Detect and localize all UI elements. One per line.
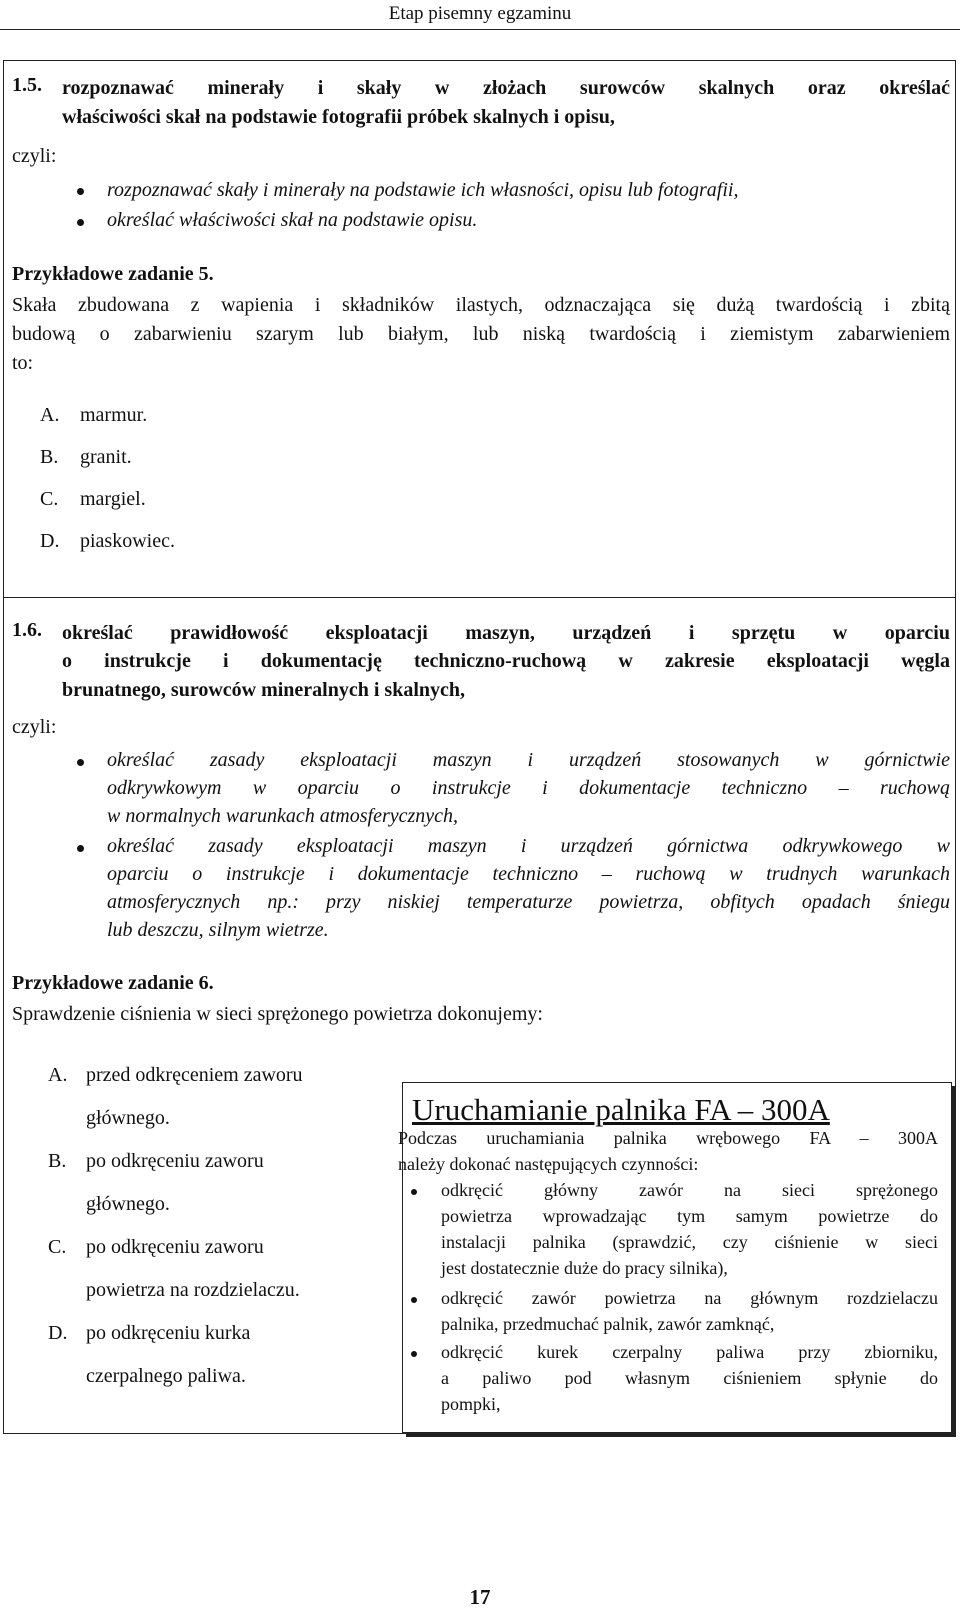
info-box-bullet-3-line-1: odkręcić kurek czerpalny paliwa przy zbiorniku, [441,1342,938,1362]
example-5-option-b [40,446,132,469]
section-1-5-bullet-1: rozpoznawać skały i minerały na podstawie ich własności, opisu lub fotografii, [107,179,739,201]
bullet-dot-icon [77,845,84,852]
section-1-5-bullet-2: określać właściwości skał na podstawie opisu. [107,209,478,231]
section-1-6-heading-line-1: określać prawidłowość eksploatacji maszyn, urządzeń i sprzętu w oparciu [62,622,950,644]
section-1-6-bullet-1-line-2: odkrywkowym w oparciu o instrukcje i dokumentacje techniczno – ruchową [107,777,950,799]
example-6-option-c [48,1226,300,1312]
example-6-option-a [48,1054,303,1140]
section-1-6-bullet-2-line-4: lub deszczu, silnym wietrze. [107,919,329,941]
option-letter: D. [48,1322,68,1344]
option-letter: A. [40,404,60,426]
info-box-intro-line-2: należy dokonać następujących czynności: [398,1154,699,1174]
option-text: piaskowiec. [80,530,175,552]
info-box [398,1082,952,1433]
bullet-dot-icon [77,219,84,226]
example-5-question-line-2: budową o zabarwieniu szarym lub białym, lub niską twardością i ziemistym zabarwieniem [12,323,950,345]
option-line-1: po odkręceniu zaworu [86,1150,264,1172]
example-5-title: Przykładowe zadanie 5. [12,263,214,285]
option-text: marmur. [80,404,148,426]
example-5-question-line-3: to: [12,352,34,374]
section-1-6-bullet-1-line-1: określać zasady eksploatacji maszyn i urządzeń stosowanych w górnictwie [107,749,950,771]
option-line-2: głównego. [86,1193,170,1215]
option-letter: C. [48,1236,67,1258]
option-letter: A. [48,1064,68,1086]
section-1-6-czyli: czyli: [12,716,57,738]
section-1-6-bullet-2-line-1: określać zasady eksploatacji maszyn i urządzeń górnictwa odkrywkowego w [107,835,950,857]
section-1-5-heading-line-2: właściwości skał na podstawie fotografii próbek skalnych i opisu, [62,106,615,128]
example-5-question-line-1: Skała zbudowana z wapienia i składników ilastych, odznaczająca się dużą twardością i zbitą [12,294,950,316]
section-1-6-number: 1.6. [12,619,42,641]
bullet-dot-icon [77,188,84,195]
bullet-dot-icon [411,1351,417,1357]
info-box-bullet-3-line-3: pompki, [441,1394,501,1414]
bullet-dot-icon [77,759,84,766]
section-1-6-bullet-1-line-3: w normalnych warunkach atmosferycznych, [107,805,459,827]
info-box-bullet-2-line-1: odkręcić zawór powietrza na głównym rozdzielaczu [441,1288,938,1308]
bullet-dot-icon [411,1297,417,1303]
section-1-6-heading-line-2: o instrukcje i dokumentację techniczno-ruchową w zakresie eksploatacji węgla [62,650,950,672]
option-letter: D. [40,530,60,552]
example-6-question: Sprawdzenie ciśnienia w sieci sprężonego powietrza dokonujemy: [12,1003,543,1025]
example-6-title: Przykładowe zadanie 6. [12,972,214,994]
example-6-option-d [48,1312,250,1398]
info-box-bullet-1-line-1: odkręcić główny zawór na sieci sprężonego [441,1180,938,1200]
example-5-option-c [40,488,146,511]
section-1-6-bullet-2-line-3: atmosferycznych np.: przy niskiej temperaturze powietrza, obfitych opadach śniegu [107,891,950,913]
section-1-5-czyli: czyli: [12,145,57,167]
option-letter: B. [48,1150,67,1172]
option-line-1: po odkręceniu zaworu [86,1236,264,1258]
info-box-intro-line-1: Podczas uruchamiania palnika wrębowego FA – 300A [398,1128,938,1148]
bullet-dot-icon [411,1189,417,1195]
info-box-bullet-3-line-2: a paliwo pod własnym ciśnieniem spłynie do [441,1368,938,1388]
option-letter: C. [40,488,59,510]
option-line-2: czerpalnego paliwa. [86,1365,246,1387]
info-box-bullet-1-line-4: jest dostatecznie duże do pracy silnika), [441,1258,728,1278]
example-6-option-b [48,1140,264,1226]
info-box-bullet-1-line-3: instalacji palnika (sprawdzić, czy ciśnienie w sieci [441,1232,938,1252]
running-header: Etap pisemny egzaminu [388,3,572,24]
page-number: 17 [469,1585,491,1609]
option-text: granit. [80,446,132,468]
header-rule [0,29,960,30]
info-box-bullet-2-line-2: palnika, przedmuchać palnik, zawór zamknąć, [441,1314,775,1334]
option-line-1: przed odkręceniem zaworu [86,1064,303,1086]
option-line-1: po odkręceniu kurka [86,1322,251,1344]
example-5-option-d [40,530,175,553]
option-letter: B. [40,446,59,468]
option-line-2: powietrza na rozdzielaczu. [86,1279,300,1301]
option-line-2: głównego. [86,1107,170,1129]
example-5-option-a [40,404,147,427]
section-1-6-bullet-2-line-2: oparciu o instrukcje i dokumentacje techniczno – ruchową w trudnych warunkach [107,863,950,885]
section-1-6-heading-line-3: brunatnego, surowców mineralnych i skalnych, [62,679,466,701]
section-1-5-heading-line-1: rozpoznawać minerały i skały w złożach surowców skalnych oraz określać [62,77,950,99]
option-text: margiel. [80,488,146,510]
section-1-5-number: 1.5. [12,74,42,96]
info-box-bullet-1-line-2: powietrza wprowadzając tym samym powietrze do [441,1206,938,1226]
info-box-title: Uruchamianie palnika FA – 300A [412,1092,830,1127]
